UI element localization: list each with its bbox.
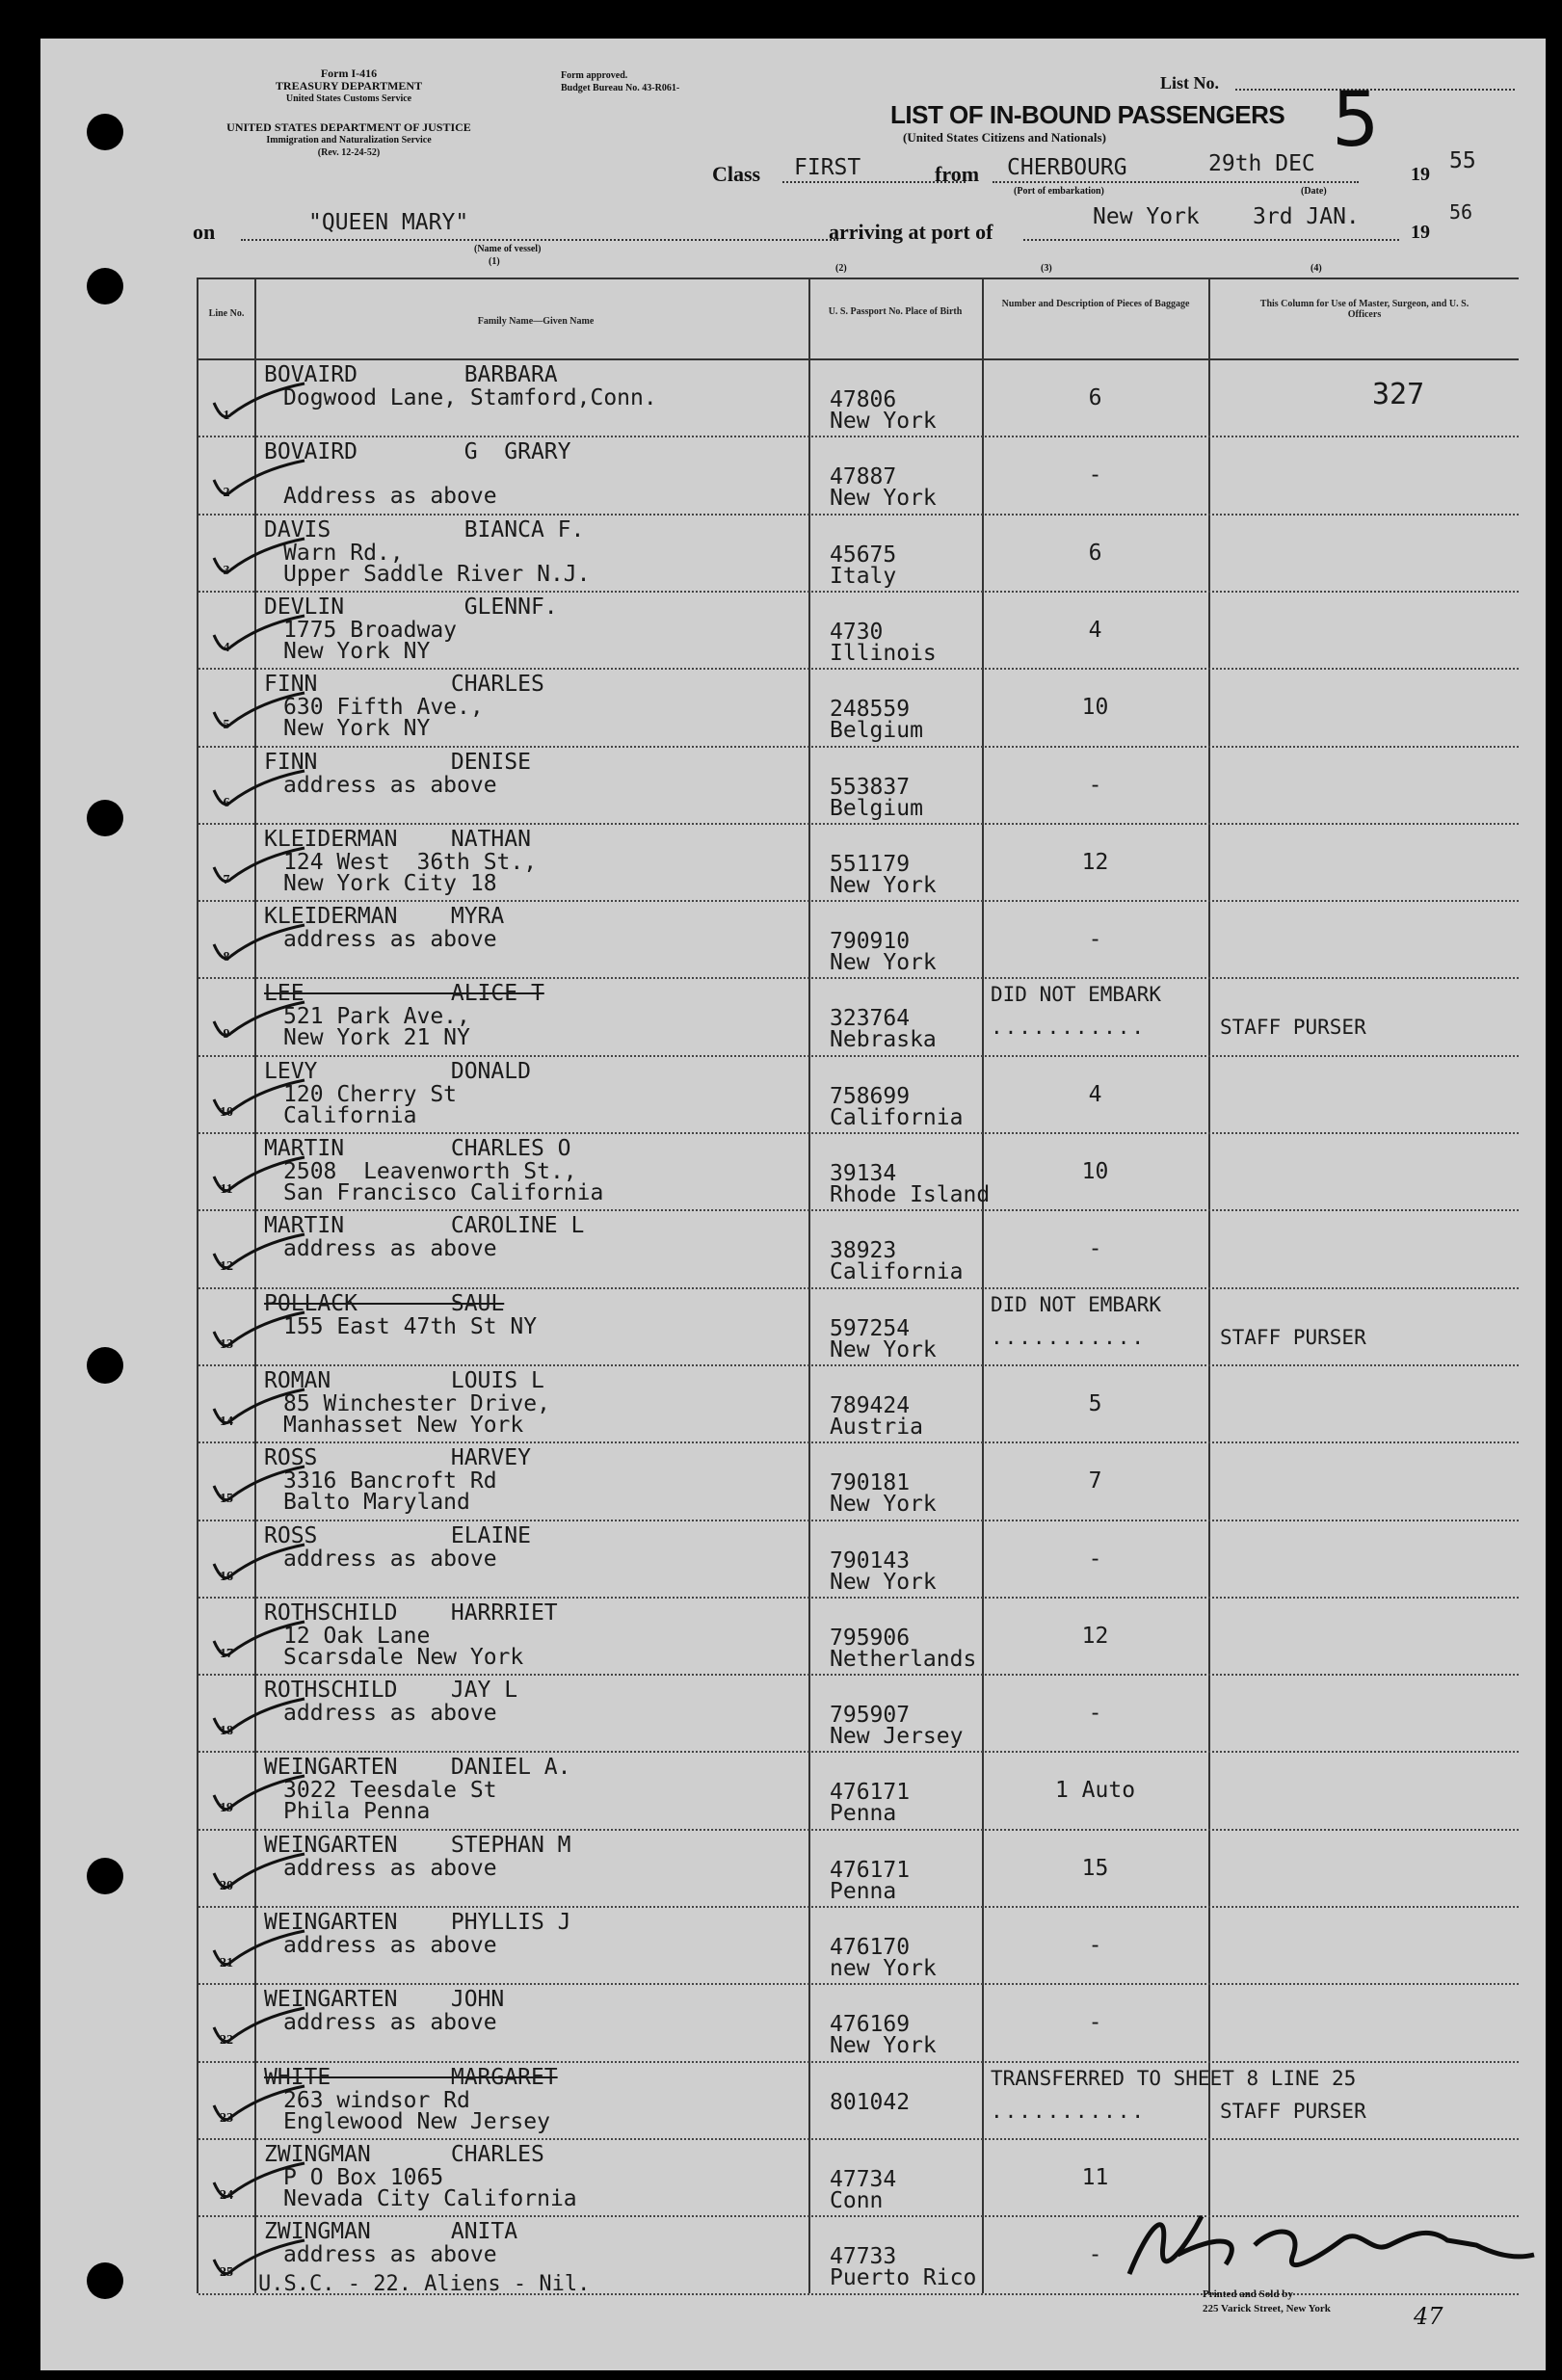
place-of-birth: Penna [830,1878,897,1904]
passenger-address: Balto Maryland [283,1490,470,1516]
check-mark-icon [208,1232,314,1281]
arriving-label: arriving at port of [829,220,993,244]
passenger-address: 85 Winchester Drive, [283,1390,550,1416]
form-revision: (Rev. 12-24-52) [317,147,381,158]
binder-hole [87,268,123,304]
line-number: 1 [223,409,230,423]
baggage-count: 4 [1088,617,1102,643]
passenger-name: BOVAIRD G GRARY [264,439,571,465]
passenger-address: New York City 18 [283,870,497,896]
passenger-address: address as above [283,927,497,953]
year-prefix: 19 [1411,164,1430,185]
passenger-name: MARTIN CAROLINE L [264,1213,585,1239]
passenger-address: Warn Rd., [283,540,404,566]
passport-number: 758699 [830,1083,911,1109]
place-of-birth: New York [830,1492,937,1518]
passenger-address: Upper Saddle River N.J. [283,561,591,587]
check-mark-icon [208,1774,314,1822]
place-of-birth: Conn [830,2187,884,2213]
passenger-address: Address as above [283,484,497,510]
line-number: 9 [223,1027,230,1043]
row-divider [199,1441,1519,1443]
place-of-birth: Illinois [830,640,937,666]
baggage-count: 5 [1088,1390,1102,1416]
line-number: 13 [220,1336,233,1352]
officer-note: STAFF PURSER [1220,1325,1366,1349]
passenger-address: New York 21 NY [283,1025,470,1051]
baggage-count: 4 [1088,1081,1102,1107]
vessel-field [241,239,838,241]
line-number: 14 [220,1414,233,1429]
passenger-address: P O Box 1065 [283,2164,444,2190]
class-label: Class [712,162,761,186]
year-value: 55 [1449,148,1476,173]
col1-number: (1) [489,256,500,267]
dept-immigration: Immigration and Naturalization Service [266,135,432,145]
col3-number: (3) [1041,263,1052,274]
check-mark-icon [208,2006,314,2054]
check-mark-icon [208,1697,314,1745]
passport-number: 789424 [830,1392,911,1418]
page-mark: 47 [1414,2303,1443,2330]
line-number: 24 [220,2187,233,2203]
passenger-address: Dogwood Lane, Stamford,Conn. [283,385,657,410]
check-mark-icon [208,1388,314,1436]
passenger-name: ROSS ELAINE [264,1522,531,1548]
place-of-birth: Nebraska [830,1027,937,1053]
row-divider [199,1751,1519,1753]
passport-number: 248559 [830,697,911,723]
on-label: on [193,220,216,244]
row-divider [199,1364,1519,1366]
passenger-name: ROTHSCHILD HARRRIET [264,1600,558,1626]
line-number: 18 [220,1724,233,1739]
vessel-caption: (Name of vessel) [474,244,542,254]
class-value: FIRST [794,155,861,180]
check-mark-icon [208,614,314,662]
row-divider [199,1520,1519,1521]
baggage-count: - [1088,1546,1102,1572]
baggage-count: 1 Auto [1054,1778,1136,1804]
vessel-name: "QUEEN MARY" [308,210,469,235]
passport-number: 47887 [830,464,897,490]
baggage-count: 12 [1081,1623,1109,1649]
row-divider [199,2138,1519,2140]
baggage-note: DID NOT EMBARK [991,1292,1162,1316]
col4-number: (4) [1310,263,1322,274]
binder-hole [87,2262,123,2299]
document-title: LIST OF IN-BOUND PASSENGERS [890,100,1285,129]
check-mark-icon [208,691,314,739]
passenger-name: WEINGARTEN STEPHAN M [264,1832,571,1858]
baggage-count: 10 [1081,1159,1109,1184]
officer-signature [1110,2187,1544,2303]
passenger-name: ROSS HARVEY [264,1445,531,1471]
passport-number: 47734 [830,2166,897,2192]
line-number: 6 [223,795,230,810]
place-of-birth: Netherlands [830,1646,977,1672]
check-mark-icon [208,1310,314,1359]
from-label: from [935,162,980,186]
check-mark-icon [208,382,314,430]
dept-treasury: TREASURY DEPARTMENT [275,79,423,93]
line-number: 19 [220,1801,233,1816]
line-number: 17 [220,1646,233,1661]
year-value-2: 56 [1449,200,1473,224]
budget-bureau: Budget Bureau No. 43-R061- [561,83,680,93]
row-divider [199,2061,1519,2063]
arrival-port-field [1023,239,1399,241]
baggage-count: - [1088,772,1102,798]
passenger-address: 12 Oak Lane [283,1623,431,1649]
col-header-baggage: Number and Description of Pieces of Baggage [1001,299,1190,309]
check-mark-icon [208,2161,314,2209]
place-of-birth: Belgium [830,795,923,821]
col-header-passport: U. S. Passport No. Place of Birth [828,306,963,317]
baggage-note: TRANSFERRED TO SHEET 8 LINE 25 [991,2066,1357,2090]
passenger-address: Englewood New Jersey [283,2108,550,2134]
place-of-birth: New York [830,872,937,898]
baggage-count: 6 [1088,385,1102,410]
arrival-date: 3rd JAN. [1253,204,1360,229]
line-number: 8 [223,950,230,965]
passenger-name: ROMAN LOUIS L [264,1367,544,1393]
passport-number: 597254 [830,1315,911,1341]
place-of-birth: Penna [830,1801,897,1827]
line-number: 12 [220,1259,233,1275]
passenger-name: DAVIS BIANCA F. [264,516,585,542]
passenger-address: 521 Park Ave., [283,1004,470,1030]
row-divider [199,977,1519,979]
passport-number: 801042 [830,2089,911,2115]
passport-number: 790181 [830,1470,911,1496]
passenger-name: POLLACK SAUL [264,1290,505,1316]
baggage-count: - [1088,463,1102,489]
passenger-name: FINN CHARLES [264,672,544,698]
row-divider [199,1132,1519,1134]
passport-number: 790143 [830,1547,911,1573]
line-number: 15 [220,1492,233,1507]
passport-number: 790910 [830,929,911,955]
passport-number: 47806 [830,387,897,412]
form-approved: Form approved. [561,70,628,81]
passenger-address: address as above [283,1236,497,1262]
form-number: Form I-416 [320,66,378,80]
passenger-address: 155 East 47th St NY [283,1313,538,1339]
passenger-name: MARTIN CHARLES O [264,1136,571,1161]
line-number: 20 [220,1878,233,1893]
binder-hole [87,114,123,150]
dotted-leader: ........... [991,2099,1147,2123]
dept-customs: United States Customs Service [285,93,412,104]
place-of-birth: New York [830,409,937,434]
passenger-table [197,278,1519,2293]
year-prefix-2: 19 [1411,222,1430,243]
check-mark-icon [208,537,314,585]
passenger-name: WHITE MARGARET [264,2064,558,2090]
baggage-count: 7 [1088,1468,1102,1494]
list-number-handwritten: 5 [1332,77,1380,164]
place-of-birth: California [830,1259,964,1285]
passenger-address: 630 Fifth Ave., [283,695,484,721]
baggage-count: - [1088,1701,1102,1727]
place-of-birth: new York [830,1956,937,1981]
passenger-address: 1775 Broadway [283,617,458,643]
check-mark-icon [208,1852,314,1900]
line-number: 10 [220,1104,233,1120]
list-no-label: List No. [1160,73,1220,93]
passport-number: 476169 [830,2012,911,2038]
baggage-count: 15 [1081,1855,1109,1881]
check-mark-icon [208,1078,314,1126]
check-mark-icon [208,769,314,817]
passport-number: 551179 [830,851,911,877]
officer-note: STAFF PURSER [1220,2099,1366,2123]
line-number: 2 [223,486,230,501]
baggage-count: - [1088,2010,1102,2036]
passenger-address: New York NY [283,716,431,742]
place-of-birth: New York [830,1336,937,1362]
binder-hole [87,1858,123,1894]
dotted-leader: ........... [991,1325,1147,1349]
passenger-name: LEE ALICE T [264,981,544,1007]
passenger-address: address as above [283,2010,497,2036]
printer-line-1: Printed and Sold by [1203,2288,1293,2300]
manifest-page [40,39,1546,2370]
line-number: 5 [223,718,230,733]
passport-number: 795906 [830,1625,911,1651]
check-mark-icon [208,1620,314,1668]
date-caption: (Date) [1301,186,1327,197]
port-of-embarkation: CHERBOURG [1007,155,1127,180]
passenger-name: FINN DENISE [264,749,531,775]
line-number: 23 [220,2110,233,2126]
passenger-name: WEINGARTEN DANIEL A. [264,1755,571,1781]
baggage-count: - [1088,2242,1102,2268]
baggage-count: - [1088,1933,1102,1958]
row-divider [199,1209,1519,1211]
check-mark-icon [208,1543,314,1591]
passenger-name: KLEIDERMAN MYRA [264,904,505,930]
passenger-address: 120 Cherry St [283,1081,458,1107]
row-divider [199,1055,1519,1057]
officer-note: STAFF PURSER [1220,1016,1366,1040]
place-of-birth: New York [830,1569,937,1595]
row-divider [199,1597,1519,1599]
passenger-name: ZWINGMAN CHARLES [264,2141,544,2167]
passport-number: 323764 [830,1006,911,1032]
row-divider [199,900,1519,902]
row-divider [199,1829,1519,1831]
row-divider [199,1906,1519,1908]
row-divider [199,823,1519,825]
passport-number: 476170 [830,1935,911,1960]
passport-number: 4730 [830,619,884,645]
baggage-count: 6 [1088,540,1102,566]
line-number: 7 [223,872,230,887]
line-number: 3 [223,563,230,578]
baggage-count: - [1088,927,1102,953]
line-number: 4 [223,640,230,655]
check-mark-icon [208,846,314,894]
baggage-count: 10 [1081,695,1109,721]
line-number: 22 [220,2033,233,2049]
passenger-address: 3022 Teesdale St [283,1778,497,1804]
baggage-note: DID NOT EMBARK [991,983,1162,1007]
passenger-address: California [283,1102,417,1128]
passport-number: 45675 [830,542,897,568]
passport-number: 553837 [830,774,911,800]
line-number: 11 [220,1182,233,1197]
dept-justice: UNITED STATES DEPARTMENT OF JUSTICE [226,120,471,134]
place-of-birth: Belgium [830,718,923,744]
line-number: 25 [220,2265,233,2281]
printer-line-2: 225 Varick Street, New York [1203,2303,1331,2314]
passenger-name: WEINGARTEN JOHN [264,1987,505,2013]
passenger-address: address as above [283,2242,497,2268]
passport-number: 38923 [830,1238,897,1264]
passenger-address: 3316 Bancroft Rd [283,1468,497,1494]
document-subtitle: (United States Citizens and Nationals) [903,130,1106,145]
passenger-address: 263 windsor Rd [283,2087,470,2113]
passenger-name: WEINGARTEN PHYLLIS J [264,1910,571,1935]
col-header-line: Line No. [208,308,245,319]
col-header-officers: This Column for Use of Master, Surgeon, and U. S. Officers [1259,299,1469,320]
check-mark-icon [208,1000,314,1048]
col2-number: (2) [835,263,847,274]
line-number: 16 [220,1569,233,1584]
row-divider [199,514,1519,516]
passport-number: 476171 [830,1857,911,1883]
dotted-leader: ........... [991,1016,1147,1040]
passenger-name: LEVY DONALD [264,1058,531,1084]
passenger-name: ZWINGMAN ANITA [264,2219,518,2245]
passport-number: 476171 [830,1780,911,1806]
check-mark-icon [208,1465,314,1513]
passenger-address: address as above [283,1701,497,1727]
passenger-address: address as above [283,772,497,798]
passenger-address: San Francisco California [283,1180,604,1205]
check-mark-icon [208,2084,314,2132]
place-of-birth: Austria [830,1414,923,1440]
row-divider [199,668,1519,670]
place-of-birth: New York [830,2033,937,2059]
alien-summary: U.S.C. - 22. Aliens - Nil. [258,2272,591,2296]
passenger-address: Nevada City California [283,2185,577,2211]
passenger-name: DEVLIN GLENNF. [264,594,558,620]
baggage-count: 11 [1081,2164,1109,2190]
port-field [993,181,1359,183]
place-of-birth: California [830,1104,964,1130]
check-mark-icon [208,459,314,507]
place-of-birth: New Jersey [830,1724,964,1750]
passport-number: 39134 [830,1161,897,1186]
header-rule [199,358,1519,360]
row-divider [199,1983,1519,1985]
col-header-name: Family Name—Given Name [477,316,595,327]
passenger-address: address as above [283,1933,497,1958]
passenger-address: address as above [283,1546,497,1572]
check-mark-icon [208,923,314,971]
place-of-birth: New York [830,950,937,976]
port-caption: (Port of embarkation) [1014,186,1104,197]
embark-date: 29th DEC [1208,151,1315,176]
passenger-name: ROTHSCHILD JAY L [264,1678,518,1704]
passenger-address: Manhasset New York [283,1412,524,1438]
officer-number: 327 [1372,378,1425,411]
passenger-name: KLEIDERMAN NATHAN [264,826,531,852]
place-of-birth: New York [830,486,937,512]
row-divider [199,436,1519,437]
binder-hole [87,1347,123,1384]
place-of-birth: Italy [830,563,897,589]
check-mark-icon [208,1929,314,1977]
baggage-count: - [1088,1236,1102,1262]
row-divider [199,1674,1519,1676]
passport-number: 795907 [830,1703,911,1729]
arrival-port: New York [1093,204,1200,229]
baggage-count: 12 [1081,849,1109,875]
check-mark-icon [208,1155,314,1203]
passenger-address: 2508 Leavenworth St., [283,1159,577,1184]
line-number: 21 [220,1956,233,1970]
binder-hole [87,800,123,836]
row-divider [199,1287,1519,1289]
passenger-address: 124 West 36th St., [283,849,538,875]
passport-number: 47733 [830,2244,897,2270]
passenger-address: Phila Penna [283,1799,431,1825]
place-of-birth: Puerto Rico [830,2265,977,2291]
passenger-address: Scarsdale New York [283,1644,524,1670]
row-divider [199,746,1519,748]
row-divider [199,591,1519,593]
passenger-address: New York NY [283,638,431,664]
passenger-name: BOVAIRD BARBARA [264,362,558,387]
place-of-birth: Rhode Island [830,1182,991,1207]
passenger-address: address as above [283,1855,497,1881]
